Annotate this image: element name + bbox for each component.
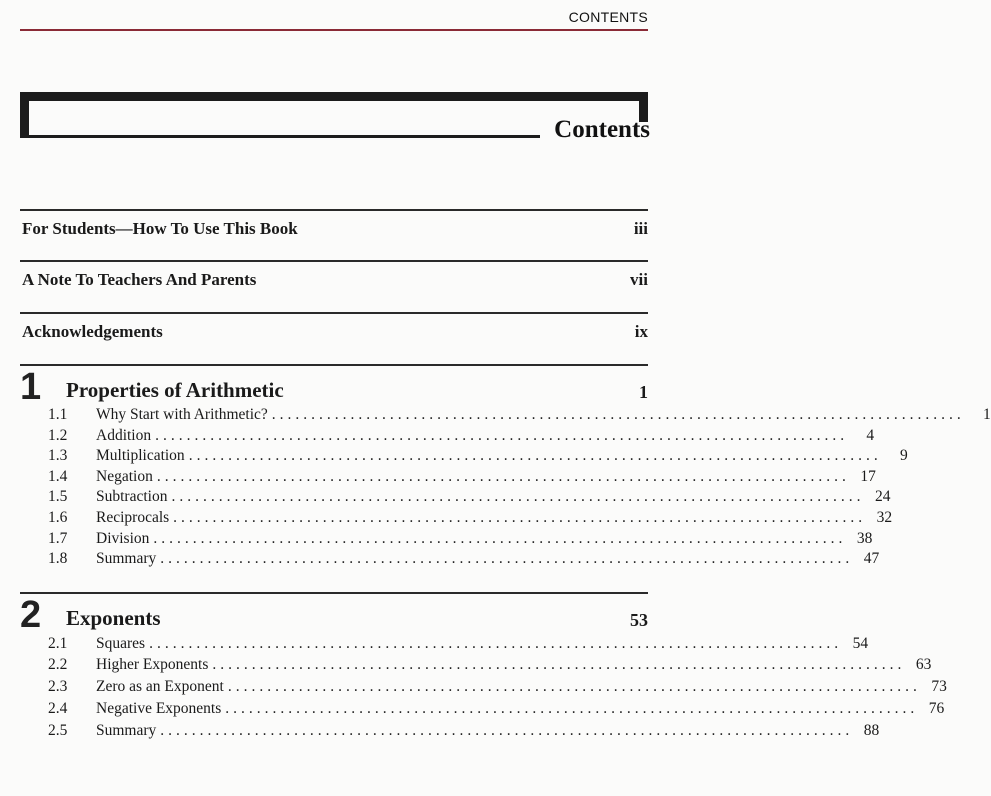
leader-dots: ........................................................................................ bbox=[227, 678, 921, 695]
section-page: 17 bbox=[860, 468, 876, 485]
toc-section[interactable] bbox=[48, 406, 991, 426]
section-number: 1.1 bbox=[48, 406, 68, 423]
running-head: CONTENTS bbox=[568, 9, 648, 25]
toc-section[interactable] bbox=[48, 678, 947, 698]
toc-section[interactable] bbox=[48, 447, 908, 467]
leader-dots: ........................................................................................ bbox=[188, 447, 882, 464]
section-page: 63 bbox=[915, 656, 932, 673]
section-page: 38 bbox=[856, 530, 873, 547]
section-number: 2.5 bbox=[48, 722, 68, 739]
toc-entry-label: For Students—How To Use This Book bbox=[22, 219, 298, 238]
chapter-title[interactable]: Exponents bbox=[66, 606, 161, 630]
chapter-2 bbox=[20, 592, 947, 752]
section-number: 2.1 bbox=[48, 635, 68, 652]
leader-dots: ........................................................................................ bbox=[212, 656, 906, 673]
section-number: 1.3 bbox=[48, 447, 68, 464]
toc-section[interactable] bbox=[48, 488, 891, 508]
section-title: Negative Exponents bbox=[96, 700, 222, 717]
section-title: Summary bbox=[96, 722, 157, 739]
section-page: 1 bbox=[983, 406, 991, 423]
section-title: Division bbox=[96, 530, 150, 547]
section-page: 76 bbox=[928, 700, 945, 717]
chapter-page: 53 bbox=[630, 610, 648, 630]
chapter-1 bbox=[20, 364, 991, 579]
toc-section[interactable] bbox=[48, 509, 893, 529]
section-title: Addition bbox=[96, 427, 152, 444]
toc-section[interactable] bbox=[48, 656, 932, 676]
section-number: 1.5 bbox=[48, 488, 68, 505]
toc-entry-label: A Note To Teachers And Parents bbox=[22, 270, 257, 289]
section-title: Reciprocals bbox=[96, 509, 170, 526]
leader-dots: ........................................................................................ bbox=[225, 700, 919, 717]
section-title: Subtraction bbox=[96, 488, 168, 505]
section-number: 1.2 bbox=[48, 427, 68, 444]
header-rule bbox=[20, 29, 648, 31]
chapter-rule bbox=[20, 592, 648, 594]
section-title: Summary bbox=[96, 550, 157, 567]
section-number: 1.8 bbox=[48, 550, 68, 567]
section-page: 54 bbox=[852, 635, 869, 652]
section-title: Zero as an Exponent bbox=[96, 678, 224, 695]
toc-section[interactable] bbox=[48, 468, 876, 488]
toc-section[interactable] bbox=[48, 550, 880, 570]
section-page: 73 bbox=[931, 678, 947, 695]
leader-dots: ........................................................................................ bbox=[160, 722, 854, 739]
section-number: 1.6 bbox=[48, 509, 68, 526]
chapter-number: 2 bbox=[20, 594, 42, 636]
leader-dots: ........................................................................................ bbox=[173, 509, 867, 526]
section-number: 1.4 bbox=[48, 468, 68, 485]
chapter-page: 1 bbox=[639, 382, 648, 402]
toc-entry-acknowledgements[interactable] bbox=[20, 312, 648, 344]
section-page: 9 bbox=[899, 447, 908, 464]
toc-entry-page: iii bbox=[633, 219, 648, 238]
toc-section[interactable] bbox=[48, 635, 869, 655]
section-title: Negation bbox=[96, 468, 153, 485]
section-page: 47 bbox=[863, 550, 880, 567]
toc-section[interactable] bbox=[48, 722, 880, 742]
chapter-number: 1 bbox=[20, 366, 42, 408]
section-page: 24 bbox=[874, 488, 891, 505]
leader-dots: ........................................................................................ bbox=[153, 530, 847, 547]
toc-entry-for-students[interactable] bbox=[20, 209, 648, 241]
section-number: 2.2 bbox=[48, 656, 68, 673]
toc-entry-page: vii bbox=[630, 270, 648, 289]
section-page: 4 bbox=[866, 427, 875, 444]
chapter-title[interactable]: Properties of Arithmetic bbox=[66, 378, 284, 402]
toc-section[interactable] bbox=[48, 700, 945, 720]
section-title: Higher Exponents bbox=[96, 656, 209, 673]
toc-entry-label: Acknowledgements bbox=[22, 322, 163, 341]
section-title: Multiplication bbox=[96, 447, 185, 464]
chapter-rule bbox=[20, 364, 648, 366]
page-title: Contents bbox=[554, 116, 650, 143]
leader-dots: ........................................................................................ bbox=[155, 427, 849, 444]
toc-entry-note-to-teachers[interactable] bbox=[20, 260, 648, 292]
section-title: Why Start with Arithmetic? bbox=[96, 406, 268, 423]
leader-dots: ........................................................................................ bbox=[149, 635, 843, 652]
toc-section[interactable] bbox=[48, 530, 873, 550]
toc-entry-page: ix bbox=[634, 322, 648, 341]
leader-dots: ........................................................................................ bbox=[160, 550, 854, 567]
section-number: 2.4 bbox=[48, 700, 68, 717]
leader-dots: ........................................................................................ bbox=[156, 468, 850, 485]
leader-dots: ........................................................................................ bbox=[171, 488, 865, 505]
section-page: 88 bbox=[863, 722, 880, 739]
section-page: 32 bbox=[876, 509, 893, 526]
section-number: 1.7 bbox=[48, 530, 68, 547]
section-title: Squares bbox=[96, 635, 146, 652]
leader-dots: ........................................................................................ bbox=[271, 406, 965, 423]
toc-section[interactable] bbox=[48, 427, 875, 447]
section-number: 2.3 bbox=[48, 678, 68, 695]
